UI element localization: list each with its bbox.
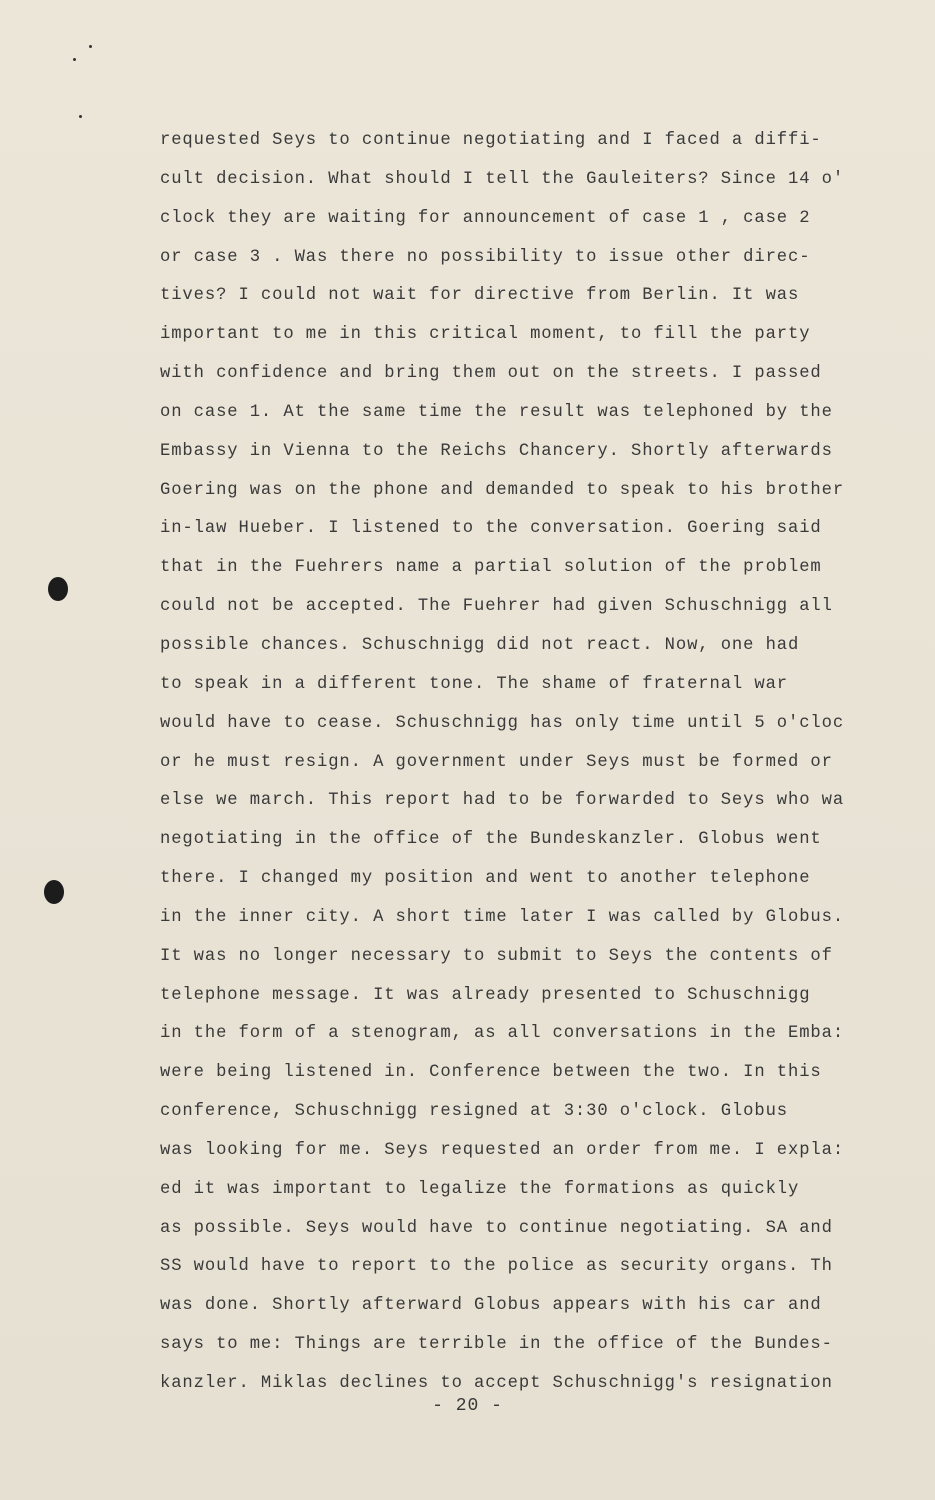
text-line: in the form of a stenogram, as all conversations in the Emba: <box>160 1024 845 1044</box>
paper-speck <box>89 45 92 48</box>
text-line: in-law Hueber. I listened to the conversation. Goering said <box>160 519 822 539</box>
punch-hole-lower <box>44 880 64 904</box>
text-line: or case 3 . Was there no possibility to issue other direc- <box>160 247 811 267</box>
text-line: telephone message. It was already presented to Schuschnigg <box>160 985 811 1005</box>
typed-text-body <box>160 127 880 1409</box>
text-line: would have to cease. Schuschnigg has only time until 5 o'cloc <box>160 713 845 733</box>
text-line: requested Seys to continue negotiating and I faced a diffi- <box>160 131 822 150</box>
text-line: kanzler. Miklas declines to accept Schuschnigg's resignation <box>160 1374 833 1393</box>
text-line: clock they are waiting for announcement of case 1 , case 2 <box>160 208 811 228</box>
text-line: else we march. This report had to be forwarded to Seys who wa <box>160 791 845 811</box>
text-line: in the inner city. A short time later I was called by Globus. <box>160 907 845 927</box>
text-line: important to me in this critical moment, to fill the party <box>160 325 811 345</box>
text-line: Embassy in Vienna to the Reichs Chancery. Shortly afterwards <box>160 441 833 461</box>
text-line: negotiating in the office of the Bundeskanzler. Globus went <box>160 830 822 850</box>
text-line: that in the Fuehrers name a partial solution of the problem <box>160 558 822 578</box>
text-line: were being listened in. Conference between the two. In this <box>160 1063 822 1083</box>
text-line: possible chances. Schuschnigg did not react. Now, one had <box>160 635 800 655</box>
text-line: says to me: Things are terrible in the office of the Bundes- <box>160 1335 833 1355</box>
text-line: to speak in a different tone. The shame of fraternal war <box>160 674 788 694</box>
text-line: ed it was important to legalize the formations as quickly <box>160 1179 800 1199</box>
text-line: with confidence and bring them out on the streets. I passed <box>160 364 822 384</box>
text-line: there. I changed my position and went to another telephone <box>160 869 811 889</box>
text-line: could not be accepted. The Fuehrer had given Schuschnigg all <box>160 597 833 617</box>
text-line: was done. Shortly afterward Globus appears with his car and <box>160 1296 822 1316</box>
text-line: or he must resign. A government under Seys must be formed or <box>160 752 833 772</box>
text-line: Goering was on the phone and demanded to speak to his brother <box>160 480 845 500</box>
text-line: It was no longer necessary to submit to Seys the contents of <box>160 946 833 966</box>
text-line: was looking for me. Seys requested an order from me. I expla: <box>160 1140 845 1160</box>
text-line: SS would have to report to the police as security organs. Th <box>160 1257 833 1277</box>
page-number: - 20 - <box>432 1396 503 1416</box>
paper-speck <box>79 115 82 118</box>
text-line: as possible. Seys would have to continue negotiating. SA and <box>160 1218 833 1238</box>
text-line: on case 1. At the same time the result was telephoned by the <box>160 402 833 422</box>
paper-speck <box>73 58 76 61</box>
text-line: tives? I could not wait for directive from Berlin. It was <box>160 286 800 306</box>
text-line: cult decision. What should I tell the Gauleiters? Since 14 o' <box>160 169 845 189</box>
text-line: conference, Schuschnigg resigned at 3:30 o'clock. Globus <box>160 1102 788 1122</box>
punch-hole-upper <box>48 577 68 601</box>
